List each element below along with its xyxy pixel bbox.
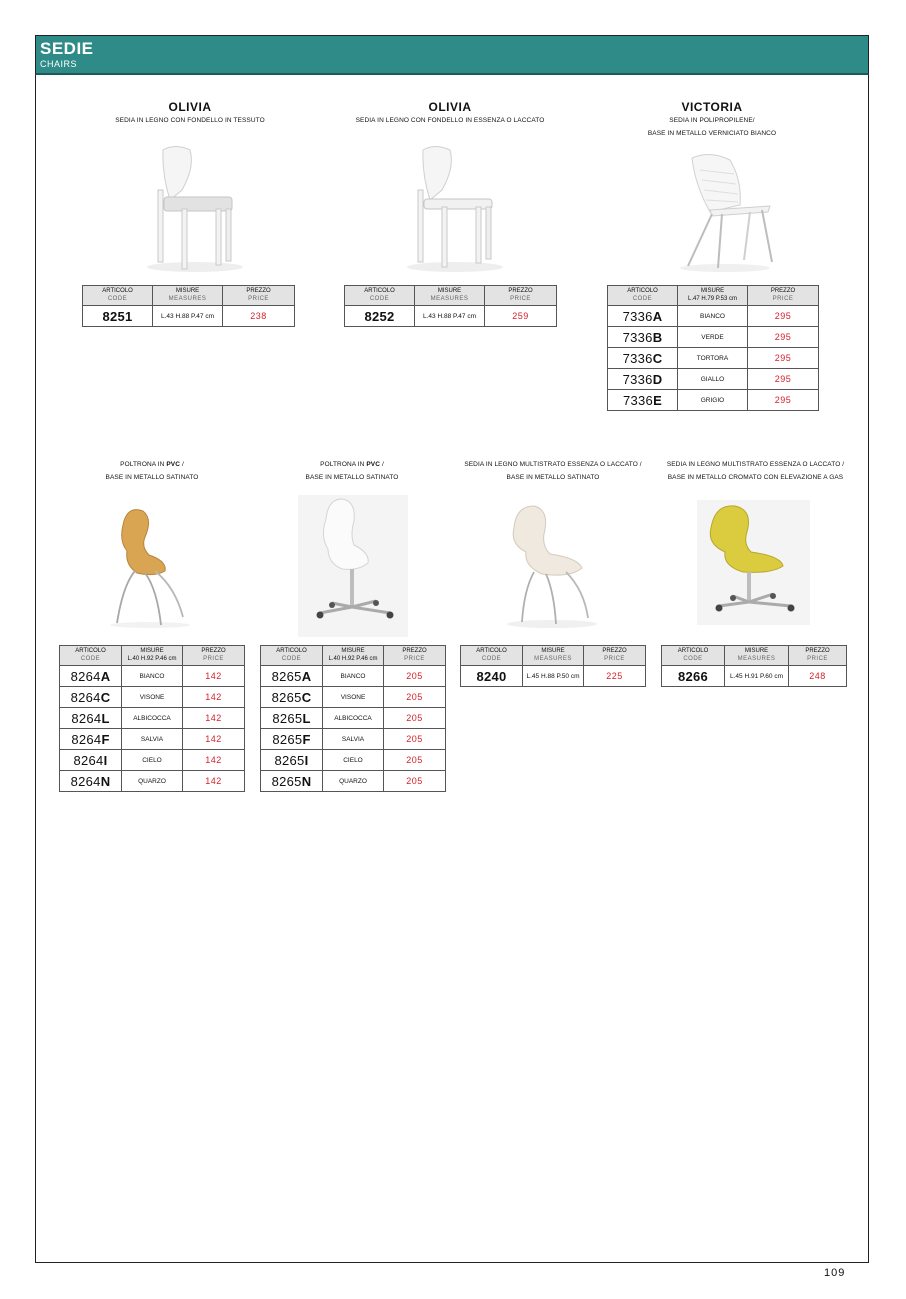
header-code: ARTICOLO CODE xyxy=(662,646,725,666)
header-price: PREZZO PRICE xyxy=(584,646,646,666)
product-description: SEDIA IN LEGNO MULTISTRATO ESSENZA O LACCATO / xyxy=(464,461,642,468)
item-measures: L.45 H.91 P.60 cm xyxy=(725,666,789,687)
item-variant: BIANCO xyxy=(122,666,183,687)
table-row xyxy=(261,666,446,687)
product-description: SEDIA IN POLIPROPILENE/ xyxy=(669,117,755,124)
table-row xyxy=(461,666,646,687)
header-price: PREZZO PRICE xyxy=(485,286,557,306)
item-measures: L.43 H.88 P.47 cm xyxy=(153,306,223,327)
section-subtitle: CHAIRS xyxy=(40,59,78,69)
item-variant: GRIGIO xyxy=(678,390,748,411)
item-price: 295 xyxy=(748,327,819,348)
item-code: 8264F xyxy=(60,729,122,750)
product-photo-8264 xyxy=(105,505,195,630)
header-measures: MISURE MEASURES xyxy=(725,646,789,666)
product-8265 xyxy=(252,458,452,484)
section-title: SEDIE xyxy=(40,39,94,58)
item-code: 8265L xyxy=(261,708,323,729)
product-photo-8266 xyxy=(697,500,810,625)
item-variant: ALBICOCCA xyxy=(122,708,183,729)
item-price: 142 xyxy=(183,666,245,687)
item-code: 8251 xyxy=(83,306,153,327)
table-row xyxy=(60,729,245,750)
product-description-2: BASE IN METALLO CROMATO CON ELEVAZIONE A GAS xyxy=(667,474,844,481)
header-price: PREZZO PRICE xyxy=(789,646,847,666)
item-price: 248 xyxy=(789,666,847,687)
section-header xyxy=(35,35,869,75)
item-price: 295 xyxy=(748,369,819,390)
item-code: 8265I xyxy=(261,750,323,771)
header-price: PREZZO PRICE xyxy=(183,646,245,666)
table-row xyxy=(608,369,819,390)
product-8266 xyxy=(653,458,858,484)
item-code: 8264I xyxy=(60,750,122,771)
table-row xyxy=(608,390,819,411)
table-row xyxy=(608,327,819,348)
page-number: 109 xyxy=(824,1267,846,1279)
item-code: 8266 xyxy=(662,666,725,687)
item-price: 142 xyxy=(183,687,245,708)
item-price: 225 xyxy=(584,666,646,687)
item-code: 7336E xyxy=(608,390,678,411)
item-variant: SALVIA xyxy=(122,729,183,750)
price-table-8251 xyxy=(82,285,295,327)
item-variant: GIALLO xyxy=(678,369,748,390)
header-code: ARTICOLO CODE xyxy=(60,646,122,666)
item-variant: BIANCO xyxy=(678,306,748,327)
item-variant: VERDE xyxy=(678,327,748,348)
item-code: 8240 xyxy=(461,666,523,687)
product-description-2: BASE IN METALLO SATINATO xyxy=(105,474,199,481)
item-variant: SALVIA xyxy=(323,729,384,750)
price-table-8264 xyxy=(59,645,245,792)
item-price: 142 xyxy=(183,750,245,771)
table-row xyxy=(261,687,446,708)
item-variant: BIANCO xyxy=(323,666,384,687)
item-price: 295 xyxy=(748,390,819,411)
product-description-2: BASE IN METALLO SATINATO xyxy=(305,474,399,481)
item-price: 142 xyxy=(183,729,245,750)
item-price: 295 xyxy=(748,306,819,327)
item-code: 8265C xyxy=(261,687,323,708)
price-table-7336 xyxy=(607,285,819,411)
header-code: ARTICOLO CODE xyxy=(345,286,415,306)
item-variant: VISONE xyxy=(323,687,384,708)
table-row xyxy=(261,708,446,729)
item-measures: L.45 H.88 P.50 cm xyxy=(523,666,584,687)
item-variant: CIELO xyxy=(122,750,183,771)
item-variant: VISONE xyxy=(122,687,183,708)
item-price: 205 xyxy=(384,687,446,708)
item-price: 259 xyxy=(485,306,557,327)
price-table-8240 xyxy=(460,645,646,687)
header-price: PREZZO PRICE xyxy=(223,286,295,306)
price-table-8266 xyxy=(661,645,847,687)
item-code: 7336B xyxy=(608,327,678,348)
item-code: 7336C xyxy=(608,348,678,369)
item-price: 205 xyxy=(384,666,446,687)
item-price: 295 xyxy=(748,348,819,369)
header-measures: MISURE L.40 H.92 P.46 cm xyxy=(323,646,384,666)
product-name: OLIVIA xyxy=(428,100,472,114)
table-row xyxy=(60,708,245,729)
item-code: 8265F xyxy=(261,729,323,750)
header-code: ARTICOLO CODE xyxy=(83,286,153,306)
item-code: 8265N xyxy=(261,771,323,792)
table-row xyxy=(60,666,245,687)
item-variant: TORTORA xyxy=(678,348,748,369)
item-price: 205 xyxy=(384,708,446,729)
product-olivia-fabric xyxy=(90,100,290,127)
product-photo-8240 xyxy=(500,500,605,630)
product-victoria xyxy=(612,100,812,140)
header-code: ARTICOLO CODE xyxy=(608,286,678,306)
table-row xyxy=(60,687,245,708)
product-8264 xyxy=(52,458,252,484)
table-row xyxy=(345,306,557,327)
item-code: 8265A xyxy=(261,666,323,687)
table-row xyxy=(608,306,819,327)
product-photo-olivia-fabric xyxy=(140,145,250,275)
product-description-2: BASE IN METALLO VERNICIATO BIANCO xyxy=(647,130,777,137)
header-measures: MISURE MEASURES xyxy=(153,286,223,306)
product-description-2: BASE IN METALLO SATINATO xyxy=(506,474,600,481)
price-table-8252 xyxy=(344,285,557,327)
table-row xyxy=(608,348,819,369)
product-olivia-wood xyxy=(350,100,550,127)
product-photo-olivia-wood xyxy=(400,145,510,275)
item-code: 8264A xyxy=(60,666,122,687)
item-variant: ALBICOCCA xyxy=(323,708,384,729)
table-row xyxy=(662,666,847,687)
item-code: 8264C xyxy=(60,687,122,708)
item-price: 238 xyxy=(223,306,295,327)
product-description: SEDIA IN LEGNO CON FONDELLO IN TESSUTO xyxy=(115,117,265,124)
header-price: PREZZO PRICE xyxy=(384,646,446,666)
product-description: POLTRONA IN PVC / xyxy=(120,461,184,468)
product-photo-8265 xyxy=(298,495,408,637)
header-measures: MISURE L.40 H.92 P.46 cm xyxy=(122,646,183,666)
item-code: 8264N xyxy=(60,771,122,792)
product-name: VICTORIA xyxy=(681,100,743,114)
item-code: 8264L xyxy=(60,708,122,729)
table-row xyxy=(60,771,245,792)
item-price: 205 xyxy=(384,729,446,750)
header-measures: MISURE L.47 H.79 P.53 cm xyxy=(678,286,748,306)
item-variant: CIELO xyxy=(323,750,384,771)
item-code: 7336A xyxy=(608,306,678,327)
product-description: SEDIA IN LEGNO MULTISTRATO ESSENZA O LACCATO / xyxy=(666,461,845,468)
header-price: PREZZO PRICE xyxy=(748,286,819,306)
table-row xyxy=(261,771,446,792)
item-measures: L.43 H.88 P.47 cm xyxy=(415,306,485,327)
table-row xyxy=(83,306,295,327)
item-variant: QUARZO xyxy=(122,771,183,792)
product-description: SEDIA IN LEGNO CON FONDELLO IN ESSENZA O LACCATO xyxy=(355,117,545,124)
header-code: ARTICOLO CODE xyxy=(461,646,523,666)
item-price: 142 xyxy=(183,708,245,729)
table-row xyxy=(261,750,446,771)
product-photo-victoria xyxy=(670,150,780,275)
item-price: 205 xyxy=(384,750,446,771)
item-variant: QUARZO xyxy=(323,771,384,792)
item-price: 142 xyxy=(183,771,245,792)
product-description: POLTRONA IN PVC / xyxy=(320,461,384,468)
price-table-8265 xyxy=(260,645,446,792)
product-8240 xyxy=(453,458,653,484)
header-measures: MISURE MEASURES xyxy=(415,286,485,306)
table-row xyxy=(60,750,245,771)
table-row xyxy=(261,729,446,750)
header-code: ARTICOLO CODE xyxy=(261,646,323,666)
item-code: 8252 xyxy=(345,306,415,327)
item-price: 205 xyxy=(384,771,446,792)
item-code: 7336D xyxy=(608,369,678,390)
product-name: OLIVIA xyxy=(168,100,212,114)
header-measures: MISURE MEASURES xyxy=(523,646,584,666)
